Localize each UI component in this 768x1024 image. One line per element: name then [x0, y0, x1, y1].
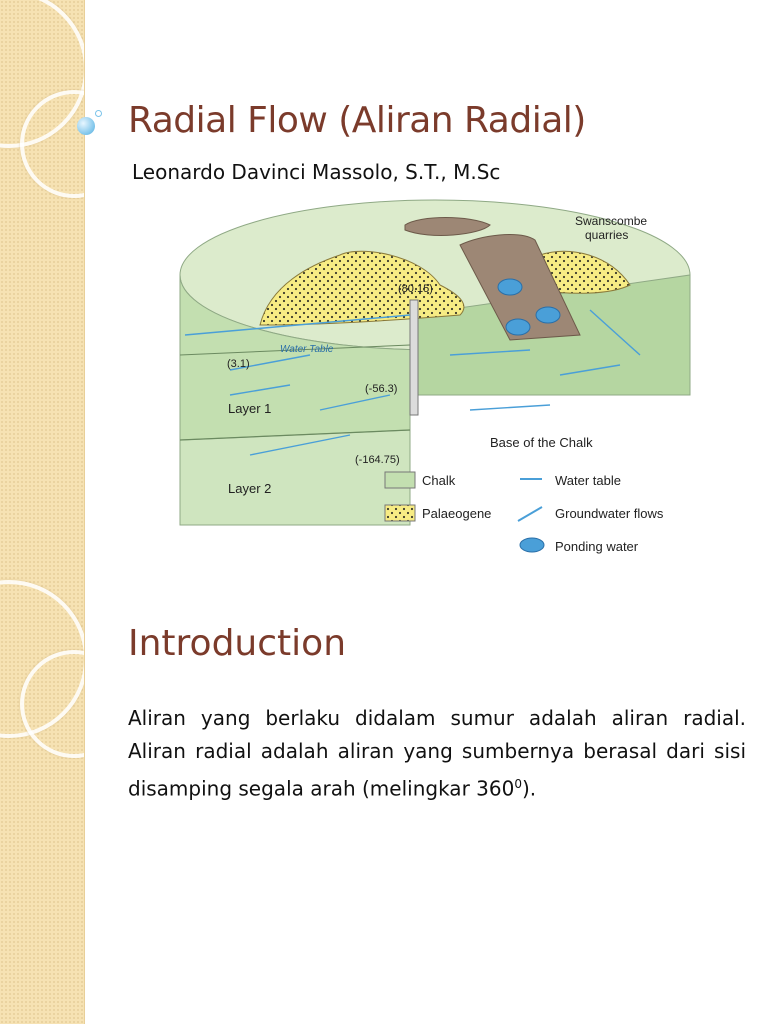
- label-elevation: (-56.3): [365, 383, 398, 395]
- intro-line: Aliran yang berlaku didalam sumur adalah aliran radial.: [128, 706, 746, 730]
- decorative-side-strip: [0, 0, 85, 1024]
- decorative-bubble: [77, 117, 95, 135]
- intro-paragraph: [128, 702, 746, 806]
- label-layer-2: Layer 2: [228, 481, 272, 496]
- label-base-chalk: Base of the Chalk: [490, 435, 593, 450]
- ponding-water: [498, 279, 522, 295]
- ponding-water: [506, 319, 530, 335]
- legend-label: Water table: [555, 473, 621, 488]
- well: [410, 300, 418, 415]
- decorative-bubble: [95, 110, 102, 117]
- label-elevation: (-164.75): [355, 454, 400, 466]
- block-diagram: [170, 195, 700, 565]
- legend-label: Palaeogene: [422, 506, 492, 521]
- label-water-table: Water Table: [280, 344, 334, 355]
- intro-line: Aliran radial adalah aliran yang sumbernya berasal dari: [128, 739, 705, 763]
- legend-swatch-groundwater: [518, 507, 542, 521]
- legend-swatch-palaeogene: [385, 505, 415, 521]
- label-quarries: quarries: [585, 228, 629, 242]
- superscript: 0: [514, 777, 522, 791]
- legend-label: Groundwater flows: [555, 506, 664, 521]
- label-elevation: (80.15): [398, 283, 433, 295]
- slide-title: Radial Flow (Aliran Radial): [128, 100, 586, 141]
- label-elevation: (3.1): [227, 358, 250, 370]
- label-quarries: Swanscombe: [575, 214, 648, 228]
- intro-line: sisi disamping segala arah (melingkar 360: [128, 739, 746, 801]
- layer-2-body: [180, 430, 410, 525]
- label-layer-1: Layer 1: [228, 401, 272, 416]
- legend-label: Chalk: [422, 473, 456, 488]
- section-heading: Introduction: [128, 623, 347, 664]
- legend-swatch-chalk: [385, 472, 415, 488]
- radial-flow-diagram: [170, 195, 700, 565]
- legend-swatch-ponding: [520, 538, 544, 552]
- legend: [385, 472, 664, 554]
- intro-line-end: ).: [521, 776, 537, 801]
- ponding-water: [536, 307, 560, 323]
- author-line: Leonardo Davinci Massolo, S.T., M.Sc: [132, 160, 501, 184]
- legend-label: Ponding water: [555, 539, 639, 554]
